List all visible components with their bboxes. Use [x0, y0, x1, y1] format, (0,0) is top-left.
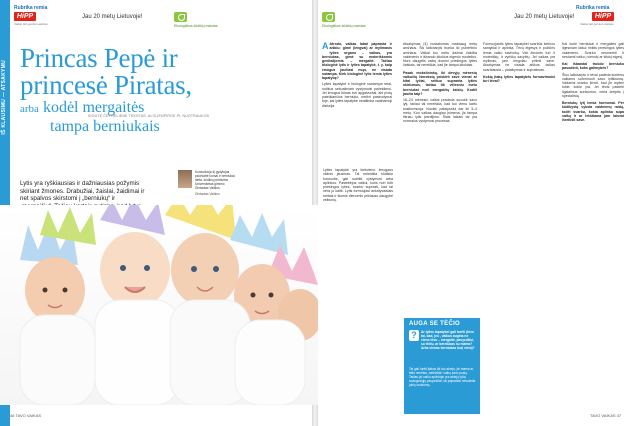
article-intro: Lytis yra ryškiausias ir dažniausias požymis skiriant žmones. Drabužiai, žaislai, žaidimai ir net spalvos skirstomi į „berniukų“ ir [20, 180, 145, 203]
eu-organic-icon [174, 12, 187, 22]
baby-body-4 [235, 320, 305, 405]
baby-body-1 [20, 315, 95, 405]
expert-photo [178, 170, 192, 188]
page-number-left: 46 TAVO VAIKAS [10, 413, 42, 418]
hipp-tagline: Vaikai dėl gamtos ateities [14, 22, 48, 26]
bio-caption: Ekologiškos kūdikių maistas [174, 24, 218, 28]
column-4-body: Kai kurie berniukai ir mergaitės gali ilgesniam laikui rinktis priešingos lyties vaidmenis. Svarbu nesmerkti ir nestumti vaiko į vienokį ar kitokį elgesį. [562, 42, 624, 59]
column-2 [403, 42, 477, 124]
title-line-4: tampa berniukais [50, 118, 160, 135]
column-3-more: Formuojantis lyties tapatybei svarbūs šeimos santykiai ir aplinka. Tėvų elgesys ir požiūris lemia vaiko savivoką. Visi žmonės turi ir moteriškų, ir vyriškų savybių. Jei vaikas yra mylimas, jam lengviau priimti save. Atsakymas ne visada aiškus, tačiau svarbiausia – palaikymas ir supratimas. [483, 42, 555, 72]
bio-caption-right: Ekologiškos kūdikių maistas [322, 24, 366, 28]
expert-text: Konsultuoja šį gydytojas psichiatrė kursai ir berniukai, dieta, kūdikių priimkimo Universitetas gimimo Gintautas Vaitkus [195, 170, 236, 190]
rubric-label: Rubrika remia [14, 5, 48, 11]
baby-head-1 [25, 257, 85, 323]
side-strip-text: IŠ KLAUSIMU — ATSAKYMU [1, 60, 7, 135]
column-1-body: Lyties tapatybė ir biologinė sustampa retai, nutikus sekualiniam vystymuisi pažeidimui. Jei žmogus kūnas turi apgalvuotai, abi plotą pateikiančios berniuko, netikri pasirodymai toje, kai lyties tapatybė neatitinka vadinamoji disforija. [322, 82, 392, 108]
column-1-lead: Atrodo, vaikas labai paprasta ir aiškiu: gimė (lengvai) ar mylimasis lyties organo – vaikas, yra berniukas, gimė su moteriškomis genitalijomis – mergaitė. Tačiau biologinė lytis ir lyties tapatybė, t. y. kaip žmogus jaučiasi esąs, ne visada sutampa. Kiek biologinė lytis lemia lyties tapatybę? [322, 42, 392, 80]
dropcap-a: A [322, 41, 329, 51]
hipp-logo: HiPP [14, 12, 36, 21]
column-4-question: Kai išbandai trukdo berniuko pasodinti, koks galimybės? [562, 62, 624, 71]
column-2-question: Pasak mokslininkų, iki devyjų mėnesių vaikučių išmokstą priskirti save vienai ar kitai lyčiai, sritiuo supranta lyties skirtumus, tačiau tik vėlesniu metu berniukai nori mergaičių žaislų. Kodėl jaučia taip? [403, 70, 477, 96]
column-4-question-2: Berniukų lytį lemia hormonai. Per kūdikystę vyksta vaidmenų raidą, todėl svarbu, kokia aplinka supa vaiką ir ar leidžiama jam laisvai išreikšti save. [562, 101, 624, 122]
hipp-tagline-right: Vaikai dėl gamtos ateities [580, 22, 614, 26]
anniversary-text: Jau 20 metų Lietuvoje! [82, 14, 143, 20]
column-2-body: Atsakymas (4) nustatomas maždaug metų amžiaus. Šis laikotarpis trunka iki pubertinio amžiaus. Vaikai tuo metu dažnai žaidžia vaidmenis ir išbando kitokius elgesio modelius. Nors daugelis vaikų domisi priešingos lyties žaislais, tai nereiškia, kad jie tampa kitokiais. [403, 42, 477, 68]
title-arba: arba [20, 103, 39, 115]
title-line-2: princesė Piratas, [20, 70, 192, 100]
column-1-continued: Lyties tapatybė yra kiekvieno žmogaus vidinis jausmas. Tai neleidžia kūdikiui formuotis, gali sutrikti vystymosi arba aplinkos. Pastebėjus vaikui, kuris nori būti priešingos lyties, svarbu suprasti, kad tai nėra jo kaltė. Lytis formuojasi ankstyvaisiais metais ir šiomis dienomis priklauso daugybė veiksnių. [323, 168, 393, 202]
sidebar-box [404, 318, 480, 414]
sidebar-title: AUGA SE TĖČIO [409, 321, 461, 327]
crown-purple [100, 205, 165, 235]
column-3 [483, 42, 555, 83]
expert-name: Gintautas Vaitkus [195, 192, 220, 196]
anniversary-text-right: Jau 20 metų Lietuvoje! [514, 14, 575, 20]
baby-body-2 [95, 300, 180, 405]
title-line-3: kodėl mergaitės [42, 99, 145, 116]
column-4-more: Šiuo laikotarpiu ir tėvai padeda kuriems vaikams suformuoti savo lytiškumą. Vaikams svarbu žinoti, kad jie mylimi tokie, kokie yra. Jei tėvai pastebi ilgalaikius sunkumus, verta kreiptis į specialistą. [562, 72, 624, 98]
question-mark-icon: ? [409, 330, 419, 341]
rubric-label-right: Rubrika remia [576, 5, 610, 11]
title-line-1: Princas Pepė ir [20, 43, 178, 73]
column-4 [562, 42, 624, 122]
baby-head-2 [100, 232, 170, 308]
article-title [20, 45, 310, 135]
article-credits: SIGUTĖ ČEPRELIENĖ TEKSTAS, ALICJENPIRGE.PL NUOTRAUKOS [88, 114, 210, 118]
column-2-more: 18–24 mėnesio vaikai pradeda suvokti savo lytį, tačiau tai nereiškia, kad tuo vienu kartu susiformuoja. Nuolat, palaipsniui dar iki 3–4 metų. Kuo vaikas daugiau įsimena, jis tampa tikriau lytis įvardijimu. Šiais laikais tai yra normalus vystymosi procesas. [403, 98, 477, 124]
hipp-logo-right: HiPP [592, 12, 614, 21]
column-3-question: Kokią įtaką lyties tapatybės formavimuisi turi tėvai? [483, 74, 555, 83]
eu-organic-icon-right [322, 12, 335, 22]
sidebar-question: Ar lyties tapatybei gali turėti (tėvo tai, kad, jeu , vaikus augina ne vieno tėvo – mergaitė, pavyzdžiui, su tėčiu, ar berniukas su mama? Arba vienas berniukas kurį vienij? [421, 330, 475, 350]
baby-head-3 [171, 233, 239, 307]
babies-illustration [0, 205, 318, 405]
babies-with-crowns-photo [0, 205, 318, 405]
column-1 [322, 42, 392, 108]
sidebar-answer: Tai gali turėti įtakos tik tuo atveju, jei mama ar tėtis nereikia „neleidžia“ vaikų savo pusių. Tačiau jei vaiko aplinkoje yra abiejų lyčių suaugusiųjų pavyzdžiai, tai paprastai nesukelia jokių sunkumų. [409, 367, 476, 387]
page-number-right: TAVO VAIKAS 47 [590, 413, 622, 418]
